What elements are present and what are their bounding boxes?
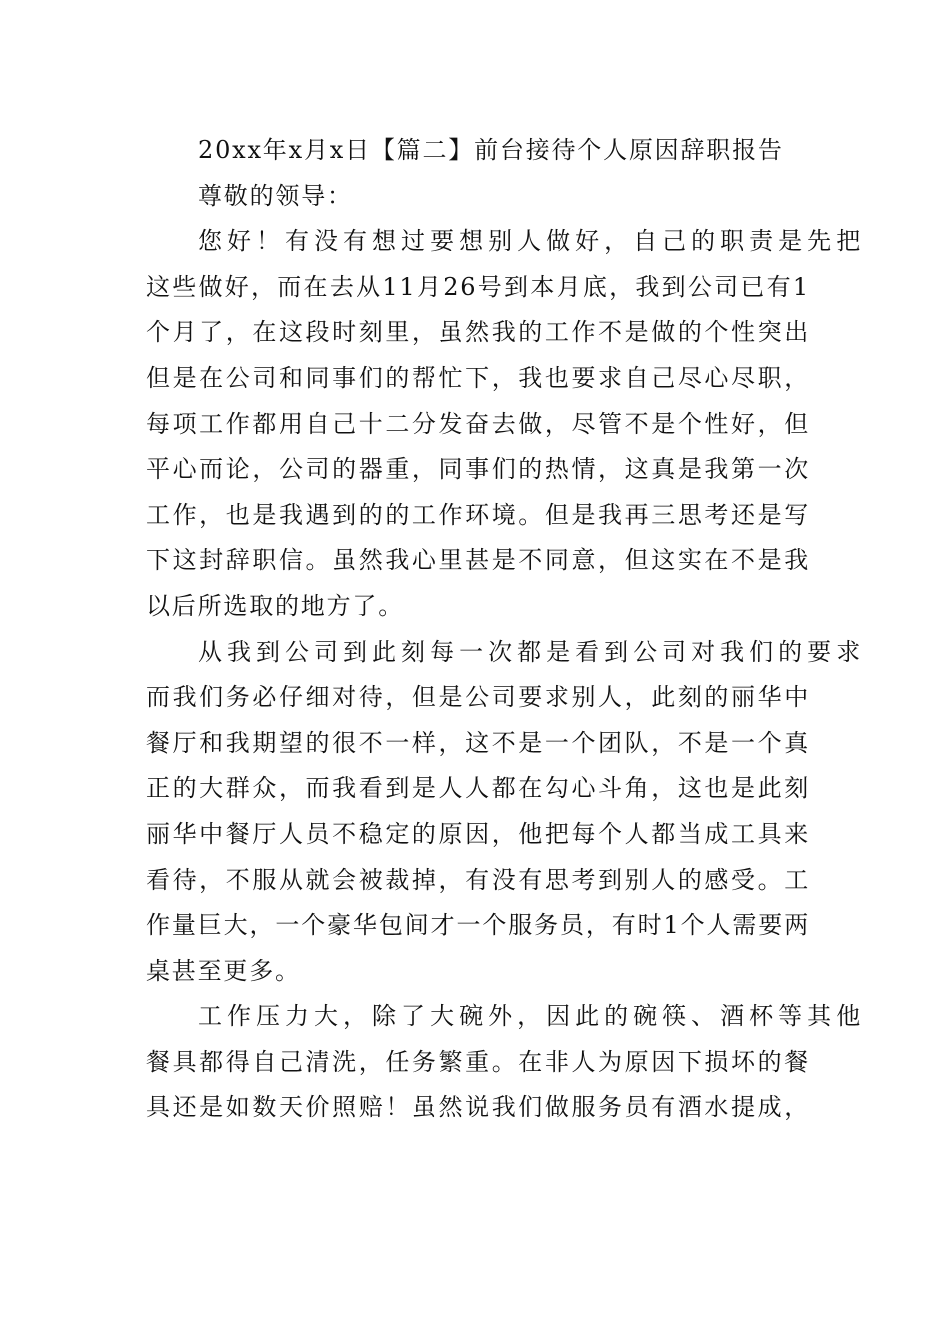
document-title-line: 20xx年x月x日【篇二】前台接待个人原因辞职报告 <box>198 136 784 164</box>
paragraph-1-line-7: 工作，也是我遇到的的工作环境。但是我再三思考还是写 <box>146 500 810 529</box>
paragraph-1-line-5: 每项工作都用自己十二分发奋去做，尽管不是个性好，但 <box>146 409 810 438</box>
document-body <box>146 128 862 1131</box>
paragraph-1-line-8: 下这封辞职信。虽然我心里甚是不同意，但这实在不是我 <box>146 546 810 575</box>
paragraph-1-line-1: 您好！有没有想过要想别人做好，自己的职责是先把 <box>198 227 862 256</box>
paragraph-2-line-8: 桌甚至更多。 <box>146 956 301 985</box>
paragraph-3-line-1: 工作压力大，除了大碗外，因此的碗筷、酒杯等其他 <box>198 1002 862 1031</box>
paragraph-2-line-6: 看待，不服从就会被裁掉，有没有思考到别人的感受。工 <box>146 865 810 894</box>
paragraph-1-line-6: 平心而论，公司的器重，同事们的热情，这真是我第一次 <box>146 455 810 484</box>
paragraph-1-line-2: 这些做好，而在去从11月26号到本月底，我到公司已有1 <box>146 272 810 301</box>
paragraph-2-line-3: 餐厅和我期望的很不一样，这不是一个团队，不是一个真 <box>146 728 810 757</box>
paragraph-2-line-1: 从我到公司到此刻每一次都是看到公司对我们的要求 <box>198 637 862 666</box>
salutation: 尊敬的领导： <box>198 181 353 210</box>
paragraph-1-line-3: 个月了，在这段时刻里，虽然我的工作不是做的个性突出 <box>146 318 810 347</box>
paragraph-3-line-3: 具还是如数天价照赔！虽然说我们做服务员有酒水提成， <box>146 1093 810 1122</box>
paragraph-3-line-2: 餐具都得自己清洗，任务繁重。在非人为原因下损坏的餐 <box>146 1047 810 1076</box>
paragraph-2-line-7: 作量巨大，一个豪华包间才一个服务员，有时1个人需要两 <box>146 911 810 940</box>
paragraph-1-line-9: 以后所选取的地方了。 <box>146 591 404 620</box>
paragraph-2-line-5: 丽华中餐厅人员不稳定的原因，他把每个人都当成工具来 <box>146 819 810 848</box>
paragraph-2-line-4: 正的大群众，而我看到是人人都在勾心斗角，这也是此刻 <box>146 774 810 803</box>
paragraph-1-line-4: 但是在公司和同事们的帮忙下，我也要求自己尽心尽职， <box>146 363 810 392</box>
paragraph-2-line-2: 而我们务必仔细对待，但是公司要求别人，此刻的丽华中 <box>146 683 810 712</box>
